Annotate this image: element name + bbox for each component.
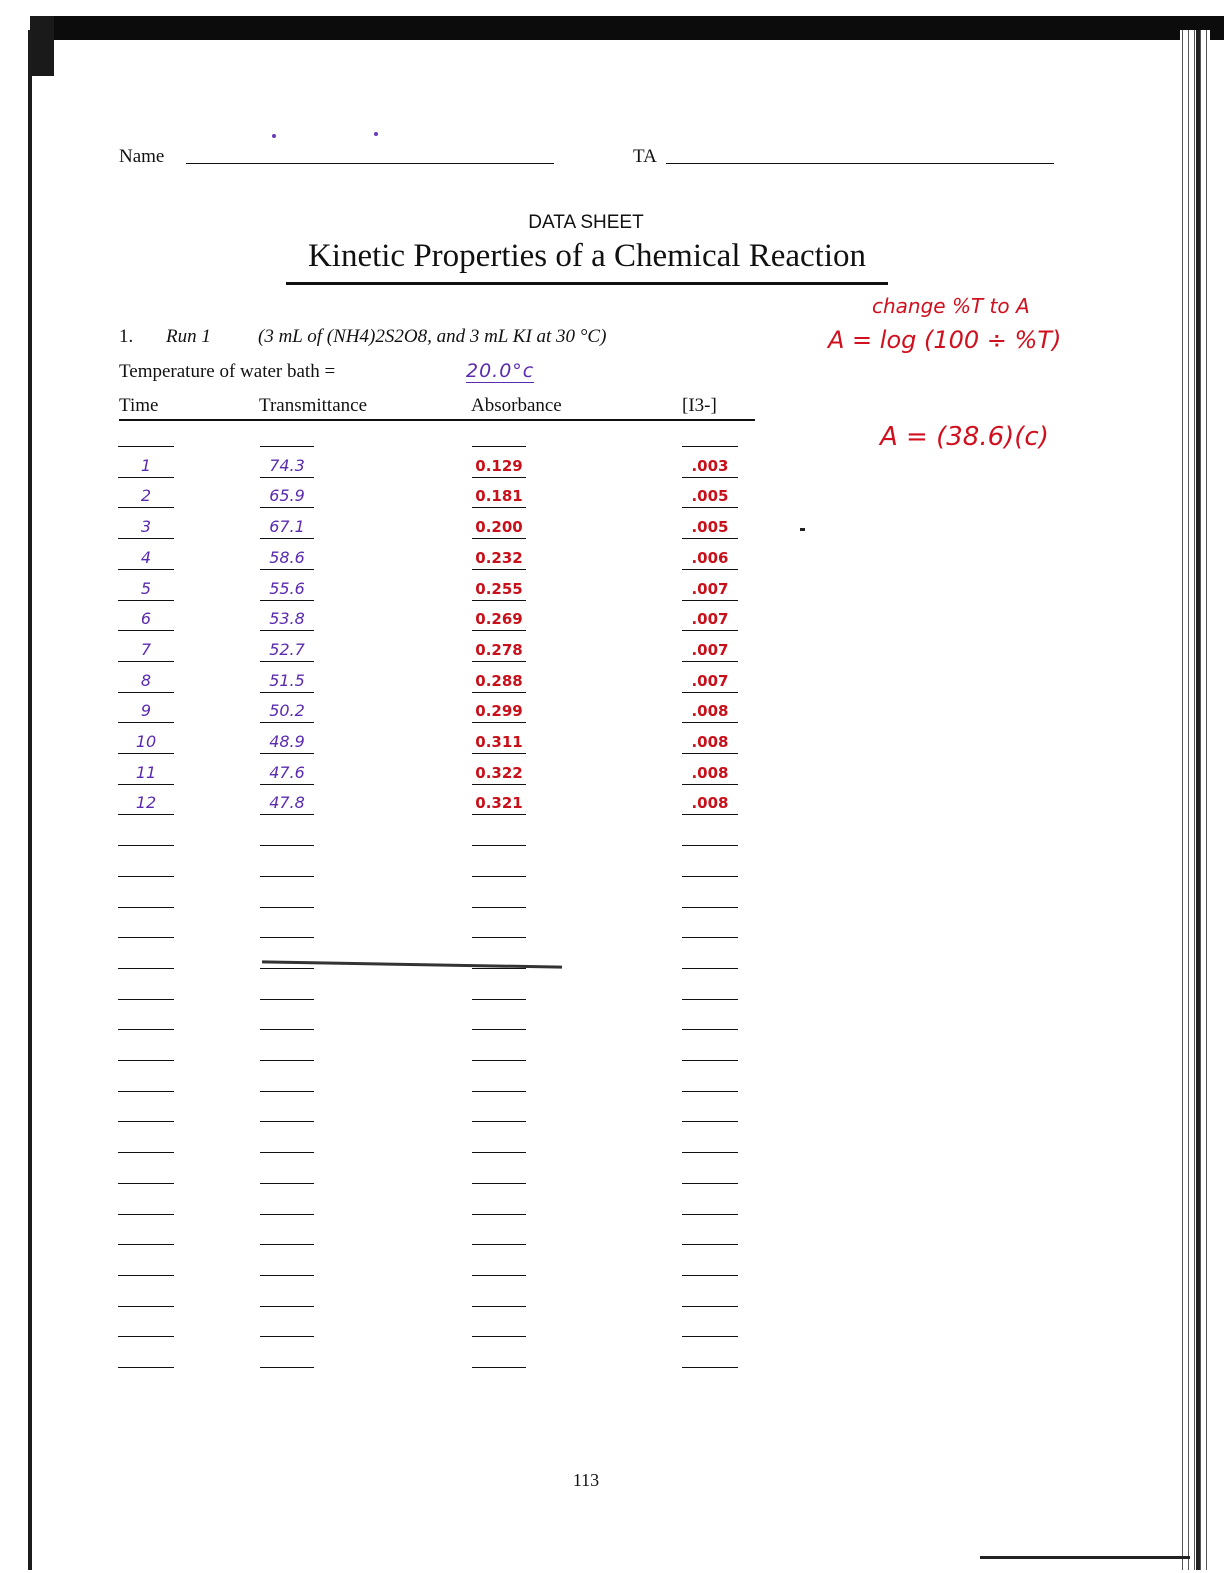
absorbance-cell: 0.278: [472, 639, 526, 662]
i3-cell: .007: [682, 608, 738, 631]
absorbance-cell: 0.181: [472, 485, 526, 508]
time-cell: 10: [118, 731, 174, 754]
i3-cell: .008: [682, 762, 738, 785]
i3-cell: [682, 1038, 738, 1061]
transmittance-cell: 58.6: [260, 547, 314, 570]
transmittance-cell: 47.8: [260, 792, 314, 815]
temp-label: Temperature of water bath =: [119, 361, 336, 382]
i3-cell: .007: [682, 639, 738, 662]
i3-cell: .005: [682, 516, 738, 539]
i3-cell: .008: [682, 700, 738, 723]
scan-speck: [800, 528, 805, 531]
time-cell: 6: [118, 608, 174, 631]
transmittance-cell: [260, 854, 314, 877]
absorbance-cell: [472, 1284, 526, 1307]
col-header-time: Time: [119, 395, 159, 416]
absorbance-cell: 0.311: [472, 731, 526, 754]
i3-cell: [682, 854, 738, 877]
ta-line: [666, 163, 1054, 164]
i3-cell: [682, 885, 738, 908]
time-cell: [118, 946, 174, 969]
absorbance-cell: [472, 1314, 526, 1337]
absorbance-cell: 0.269: [472, 608, 526, 631]
i3-cell: [682, 977, 738, 1000]
time-cell: 4: [118, 547, 174, 570]
time-cell: [118, 977, 174, 1000]
title-rule: [286, 282, 888, 285]
i3-cell: [682, 1222, 738, 1245]
time-cell: [118, 1038, 174, 1061]
i3-cell: [682, 1253, 738, 1276]
transmittance-cell: [260, 1038, 314, 1061]
time-cell: 9: [118, 700, 174, 723]
absorbance-cell: [472, 1130, 526, 1153]
time-cell: [118, 1007, 174, 1030]
absorbance-cell: 0.299: [472, 700, 526, 723]
absorbance-cell: [472, 1192, 526, 1215]
transmittance-cell: 67.1: [260, 516, 314, 539]
ink-dot: [374, 132, 378, 136]
transmittance-cell: 51.5: [260, 670, 314, 693]
absorbance-cell: [472, 1007, 526, 1030]
scan-binding-right: [1180, 30, 1210, 1570]
transmittance-cell: [260, 823, 314, 846]
absorbance-cell: 0.321: [472, 792, 526, 815]
transmittance-cell: [260, 977, 314, 1000]
transmittance-cell: 52.7: [260, 639, 314, 662]
time-cell: [118, 885, 174, 908]
col-header-absorbance: Absorbance: [471, 395, 562, 416]
time-cell: 2: [118, 485, 174, 508]
time-cell: 8: [118, 670, 174, 693]
absorbance-cell: [472, 885, 526, 908]
absorbance-cell: [472, 424, 526, 447]
transmittance-cell: [260, 1130, 314, 1153]
time-cell: 12: [118, 792, 174, 815]
i3-cell: .007: [682, 578, 738, 601]
run-name: Run 1: [166, 326, 211, 347]
absorbance-cell: [472, 854, 526, 877]
header-rule: [119, 419, 755, 421]
time-cell: 3: [118, 516, 174, 539]
time-cell: [118, 1222, 174, 1245]
time-cell: [118, 1099, 174, 1122]
page-number: 113: [572, 1470, 600, 1490]
time-cell: [118, 1192, 174, 1215]
col-header-i3: [I3-]: [682, 395, 717, 416]
transmittance-cell: [260, 1345, 314, 1368]
transmittance-cell: [260, 1284, 314, 1307]
name-label: Name: [119, 146, 165, 167]
i3-cell: .003: [682, 455, 738, 478]
transmittance-cell: [260, 1099, 314, 1122]
i3-cell: [682, 1007, 738, 1030]
absorbance-cell: [472, 1038, 526, 1061]
scan-border-left: [28, 30, 32, 1570]
i3-cell: .008: [682, 731, 738, 754]
transmittance-cell: 50.2: [260, 700, 314, 723]
time-cell: [118, 823, 174, 846]
scan-border-corner: [30, 16, 54, 76]
i3-cell: [682, 1345, 738, 1368]
name-line: [186, 163, 554, 164]
absorbance-cell: [472, 1222, 526, 1245]
note-beer-law: A = (38.6)(c): [880, 422, 1049, 452]
absorbance-cell: 0.200: [472, 516, 526, 539]
i3-cell: [682, 1314, 738, 1337]
time-cell: 5: [118, 578, 174, 601]
i3-cell: [682, 1161, 738, 1184]
absorbance-cell: [472, 1069, 526, 1092]
absorbance-cell: 0.322: [472, 762, 526, 785]
i3-cell: .008: [682, 792, 738, 815]
note-absorbance-formula: A = log (100 ÷ %T): [828, 326, 1062, 354]
transmittance-cell: [260, 885, 314, 908]
transmittance-cell: [260, 915, 314, 938]
transmittance-cell: [260, 1007, 314, 1030]
i3-cell: [682, 424, 738, 447]
time-cell: [118, 1069, 174, 1092]
time-cell: [118, 1345, 174, 1368]
i3-cell: [682, 1284, 738, 1307]
time-cell: [118, 1253, 174, 1276]
absorbance-cell: [472, 823, 526, 846]
i3-cell: .005: [682, 485, 738, 508]
time-cell: [118, 854, 174, 877]
scan-border-bottom: [980, 1556, 1190, 1559]
absorbance-cell: [472, 1345, 526, 1368]
temp-value: 20.0°c: [466, 360, 535, 382]
absorbance-cell: [472, 1253, 526, 1276]
scan-border-top: [30, 16, 1224, 40]
time-cell: [118, 1314, 174, 1337]
time-cell: [118, 1284, 174, 1307]
absorbance-cell: 0.232: [472, 547, 526, 570]
transmittance-cell: [260, 424, 314, 447]
absorbance-cell: 0.288: [472, 670, 526, 693]
transmittance-cell: 65.9: [260, 485, 314, 508]
ink-dot: [272, 134, 276, 138]
i3-cell: [682, 946, 738, 969]
transmittance-cell: [260, 946, 314, 969]
transmittance-cell: 55.6: [260, 578, 314, 601]
transmittance-cell: 48.9: [260, 731, 314, 754]
absorbance-cell: 0.255: [472, 578, 526, 601]
transmittance-cell: [260, 1161, 314, 1184]
i3-cell: [682, 1192, 738, 1215]
transmittance-cell: [260, 1069, 314, 1092]
time-cell: [118, 915, 174, 938]
transmittance-cell: 53.8: [260, 608, 314, 631]
transmittance-cell: 47.6: [260, 762, 314, 785]
absorbance-cell: 0.129: [472, 455, 526, 478]
time-cell: [118, 1130, 174, 1153]
transmittance-cell: [260, 1192, 314, 1215]
i3-cell: [682, 915, 738, 938]
i3-cell: [682, 1069, 738, 1092]
i3-cell: .007: [682, 670, 738, 693]
run-number: 1.: [119, 326, 134, 347]
absorbance-cell: [472, 977, 526, 1000]
i3-cell: [682, 1130, 738, 1153]
transmittance-cell: [260, 1253, 314, 1276]
time-cell: 1: [118, 455, 174, 478]
scan-binding-edge: [1196, 30, 1200, 1570]
absorbance-cell: [472, 1099, 526, 1122]
sheet-title: Kinetic Properties of a Chemical Reaction: [307, 238, 867, 274]
col-header-transmittance: Transmittance: [259, 395, 368, 416]
transmittance-cell: 74.3: [260, 455, 314, 478]
i3-cell: .006: [682, 547, 738, 570]
time-cell: [118, 424, 174, 447]
sheet-kicker: DATA SHEET: [528, 212, 644, 233]
i3-cell: [682, 1099, 738, 1122]
ta-label: TA: [633, 146, 657, 167]
time-cell: 7: [118, 639, 174, 662]
note-change-t-to-a: change %T to A: [872, 294, 1030, 318]
time-cell: 11: [118, 762, 174, 785]
transmittance-cell: [260, 1314, 314, 1337]
transmittance-cell: [260, 1222, 314, 1245]
run-description: (3 mL of (NH4)2S2O8, and 3 mL KI at 30 °C): [258, 326, 607, 347]
i3-cell: [682, 823, 738, 846]
absorbance-cell: [472, 915, 526, 938]
time-cell: [118, 1161, 174, 1184]
absorbance-cell: [472, 1161, 526, 1184]
